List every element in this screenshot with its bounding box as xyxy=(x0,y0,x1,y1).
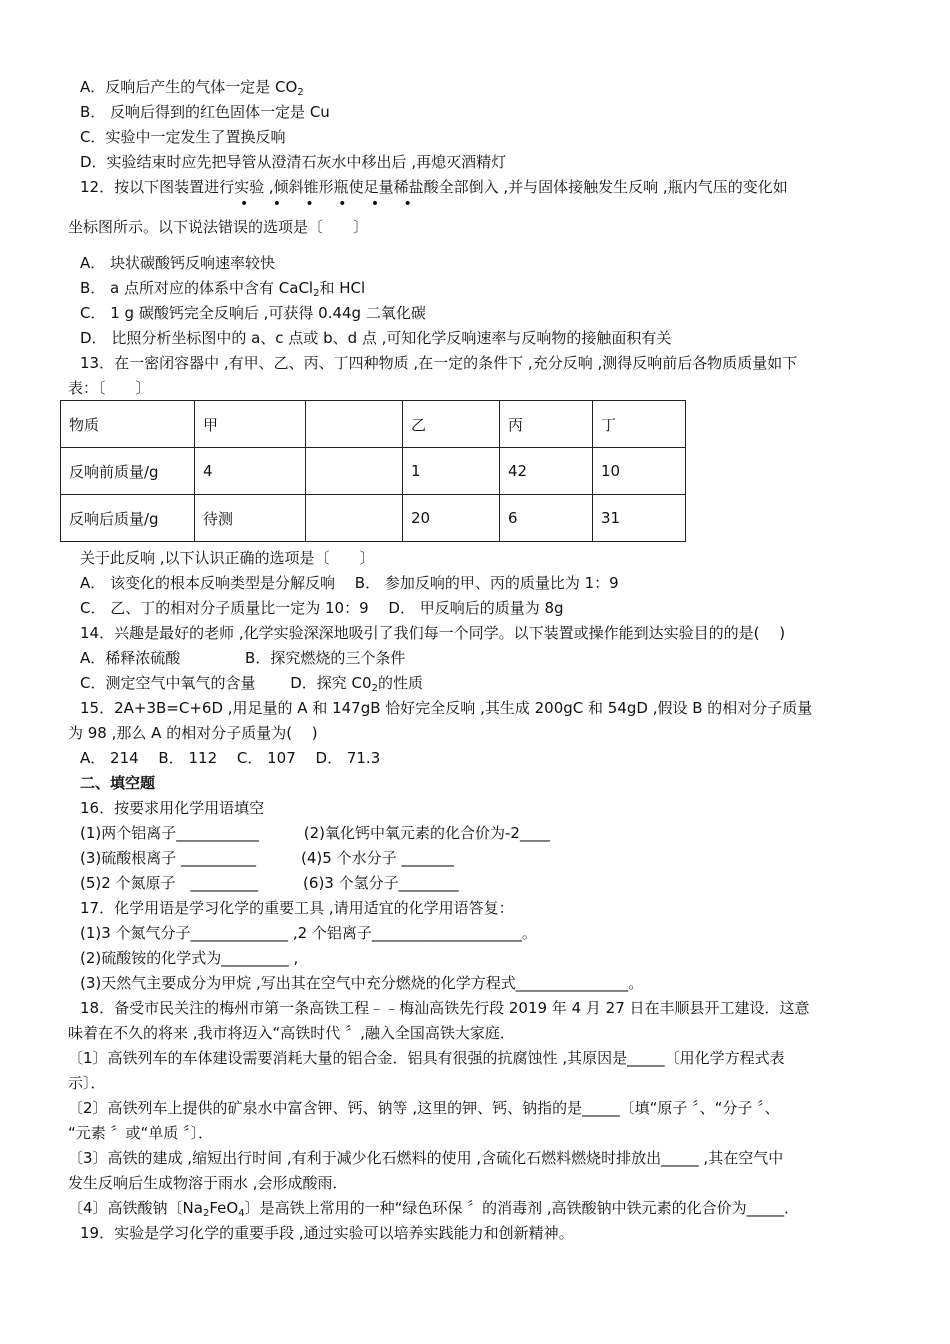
table-cell: 待测 xyxy=(195,495,306,542)
section-heading-fill-in: 二、填空题 xyxy=(80,774,156,792)
table-cell: 乙 xyxy=(403,401,500,448)
q18-part3-line2: 发生反响后生成物溶于雨水 ,会形成酸雨． xyxy=(68,1174,348,1192)
q11-option-b: B． 反响后得到的红色固体一定是 Cu xyxy=(80,103,330,121)
q18-part4: 〔4〕高铁酸钠〔$Na_2FeO_4$〕是高铁上常用的一种“绿色环保 〞的消毒剂 ,高铁酸钠中铁元素的化合价为_____． xyxy=(68,1199,800,1219)
q13-stem-line2: 表：〔 〕 xyxy=(68,379,151,397)
table-cell: 丁 xyxy=(593,401,686,448)
table-cell xyxy=(306,448,403,495)
table-cell: 31 xyxy=(593,495,686,542)
table-cell: 20 xyxy=(403,495,500,542)
table-cell: 4 xyxy=(195,448,306,495)
q12-stem-line2: 坐标图所示。以下说法错误的选项是〔 〕 xyxy=(68,218,369,236)
q12-stem-line1: 12．按以下图装置进行实验 ,倾斜锥形瓶使足量稀盐酸全部倒入 ,并与固体接触发生反响 ,瓶内气压的变化如 xyxy=(80,178,788,196)
mass-table xyxy=(60,400,686,542)
table-cell: 反响前质量/g xyxy=(61,448,195,495)
q13-after-table: 关于此反响 ,以下认识正确的选项是〔 〕 xyxy=(80,549,375,567)
q18-part2-line2: “元素 〞或“单质 〞〕． xyxy=(68,1124,214,1142)
table-cell: 6 xyxy=(500,495,593,542)
table-header-row xyxy=(61,401,686,448)
q17-row2: (2)硫酸铵的化学式为_________ , xyxy=(80,949,299,967)
q12-option-b: B． a 点所对应的体系中含有 CaCl$_2$和 HCl xyxy=(80,279,366,299)
q15-stem-line2: 为 98 ,那么 A 的相对分子质量为( ) xyxy=(68,724,318,742)
q18-part1-line1: 〔1〕高铁列车的车体建设需要消耗大量的铝合金．铝具有很强的抗腐蚀性 ,其原因是_____〔用化学方程式表 xyxy=(68,1049,785,1067)
q14-options-ab: A．稀释浓硫酸 B．探究燃烧的三个条件 xyxy=(80,649,406,667)
q17-row3: (3)天然气主要成分为甲烷 ,写出其在空气中充分燃烧的化学方程式_______________。 xyxy=(80,974,644,992)
q19-stem: 19．实验是学习化学的重要手段 ,通过实验可以培养实践能力和创新精神。 xyxy=(80,1224,574,1242)
q13-options-cd: C． 乙、丁的相对分子质量比一定为 10：9 D． 甲反响后的质量为 8g xyxy=(80,599,564,617)
table-cell: 42 xyxy=(500,448,593,495)
table-cell xyxy=(306,401,403,448)
table-cell: 1 xyxy=(403,448,500,495)
q11-option-a: A．反响后产生的气体一定是 $CO_2$ xyxy=(80,78,304,98)
q13-options-ab: A． 该变化的根本反响类型是分解反响 B． 参加反响的甲、丙的质量比为 1：9 xyxy=(80,574,619,592)
q13-stem-line1: 13．在一密闭容器中 ,有甲、乙、丙、丁四种物质 ,在一定的条件下 ,充分反响 ,测得反响前后各物质质量如下 xyxy=(80,354,798,372)
table-cell: 反响后质量/g xyxy=(61,495,195,542)
table-row xyxy=(61,448,686,495)
q11-option-d: D．实验结束时应先把导管从澄清石灰水中移出后 ,再熄灭酒精灯 xyxy=(80,153,507,171)
table-cell: 10 xyxy=(593,448,686,495)
q18-part3-line1: 〔3〕高铁的建成 ,缩短出行时间 ,有利于减少化石燃料的使用 ,含硫化石燃料燃烧时排放出_____ ,其在空气中 xyxy=(68,1149,784,1167)
q18-stem-line1: 18．备受市民关注的梅州市第一条高铁工程﹣﹣梅汕高铁先行段 2019 年 4 月 27 日在丰顺县开工建设．这意 xyxy=(80,999,810,1017)
table-cell: 甲 xyxy=(195,401,306,448)
q11-option-c: C．实验中一定发生了置换反响 xyxy=(80,128,286,146)
q17-stem: 17．化学用语是学习化学的重要工具 ,请用适宜的化学用语答复： xyxy=(80,899,514,917)
q16-row3: (5)2 个氮原子 _________ (6)3 个氢分子________ xyxy=(80,874,459,892)
q16-row2: (3)硫酸根离子 __________ (4)5 个水分子 _______ xyxy=(80,849,454,867)
q16-stem: 16．按要求用化学用语填空 xyxy=(80,799,265,817)
q16-row1: (1)两个铝离子___________ (2)氧化钙中氧元素的化合价为-2____ xyxy=(80,824,550,842)
q12-option-c: C． 1 g 碳酸钙完全反响后 ,可获得 0.44g 二氧化碳 xyxy=(80,304,426,322)
q14-options-cd: C．测定空气中氧气的含量 D．探究 $C0_2$的性质 xyxy=(80,674,423,694)
q15-options: A． 214 B． 112 C． 107 D． 71.3 xyxy=(80,749,381,767)
q12-emphasis-dots: • • • • • • xyxy=(240,196,422,212)
q14-stem: 14．兴趣是最好的老师 ,化学实验深深地吸引了我们每一个同学。以下装置或操作能到达实验目的的是( ) xyxy=(80,624,786,642)
q15-stem-line1: 15．2A+3B=C+6D ,用足量的 A 和 147gB 恰好完全反响 ,其生成 200gC 和 54gD ,假设 B 的相对分子质量 xyxy=(80,699,813,717)
q12-option-d: D． 比照分析坐标图中的 a、c 点或 b、d 点 ,可知化学反响速率与反响物的接触面积有关 xyxy=(80,329,672,347)
q18-stem-line2: 味着在不久的将来 ,我市将迈入“高铁时代 〞,融入全国高铁大家庭． xyxy=(68,1024,515,1042)
table-cell xyxy=(306,495,403,542)
q18-part1-line2: 示〕． xyxy=(68,1074,106,1092)
q17-row1: (1)3 个氮气分子_____________ ,2 个铝离子____________________。 xyxy=(80,924,537,942)
q12-option-a: A． 块状碳酸钙反响速率较快 xyxy=(80,254,276,272)
table-cell: 物质 xyxy=(61,401,195,448)
q18-part2-line1: 〔2〕高铁列车上提供的矿泉水中富含钾、钙、钠等 ,这里的钾、钙、钠指的是_____〔填“原子 〞、“分子 〞、 xyxy=(68,1099,780,1117)
table-cell: 丙 xyxy=(500,401,593,448)
table-row xyxy=(61,495,686,542)
